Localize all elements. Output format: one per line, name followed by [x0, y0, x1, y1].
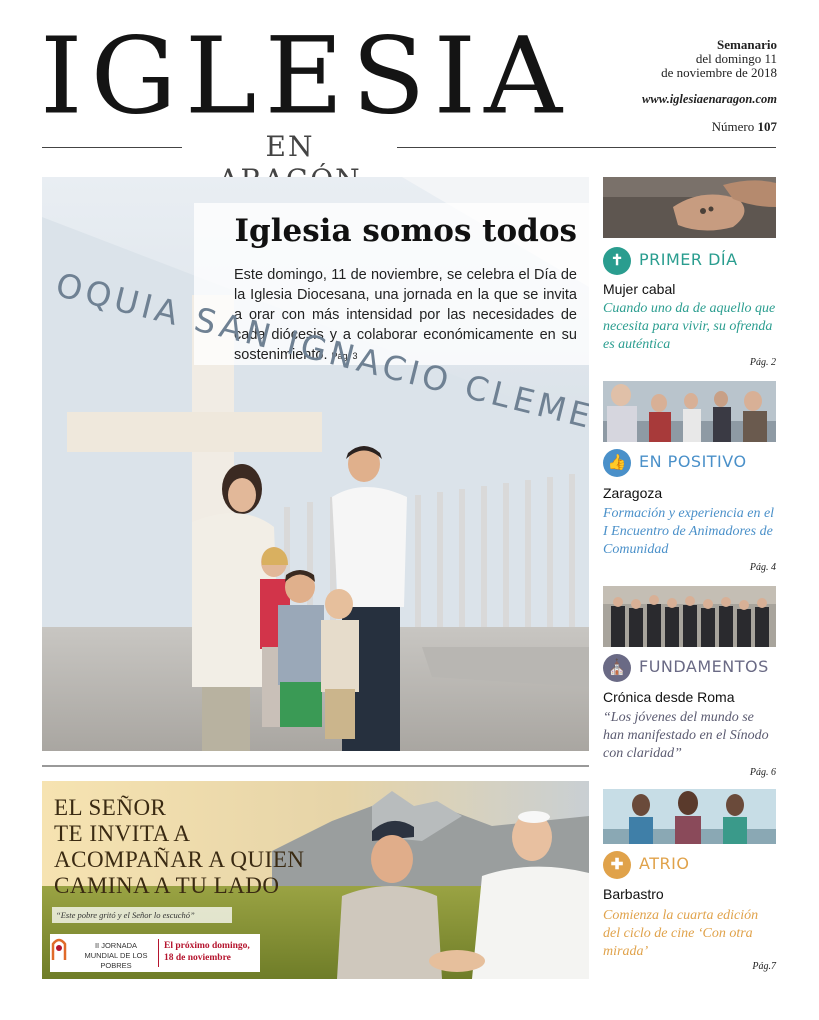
- thumbs-up-icon: 👍: [603, 449, 631, 477]
- fundamentos-headline[interactable]: “Los jóvenes del mundo se han manifestado en el Sínodo con claridad”: [603, 710, 769, 761]
- masthead-divider-right: [397, 147, 776, 148]
- meeting-photo-illustration: [603, 381, 776, 442]
- ad-headline-line: TE INVITA A: [54, 821, 191, 846]
- section-divider: [42, 765, 589, 767]
- jornada-logo-icon: [50, 934, 68, 962]
- book-cross-icon: ✝: [603, 247, 631, 275]
- main-story-photo[interactable]: [42, 177, 589, 751]
- sidebar-section-fundamentos[interactable]: [603, 586, 776, 786]
- fundamentos-page: Pág. 6: [749, 767, 776, 778]
- main-story-textbox: [194, 203, 589, 365]
- issue-number-value: 107: [757, 119, 777, 134]
- issue-number: [577, 120, 777, 134]
- cross-frame-icon: ✚: [603, 851, 631, 879]
- ad-headline-line: ACOMPAÑAR A QUIEN: [54, 847, 305, 872]
- issue-number-label: Número: [711, 119, 755, 134]
- ad-jornada-text: II JORNADA MUNDIAL DE LOS POBRES: [84, 941, 148, 970]
- fundamentos-thumbnail: [603, 586, 776, 647]
- masthead-subtitle-row: [42, 130, 776, 162]
- group-photo-illustration: [603, 586, 776, 647]
- ad-headline: [54, 795, 354, 899]
- main-story-page-ref: Pág. 3: [331, 351, 358, 361]
- ad-headline-line: EL SEÑOR: [54, 795, 167, 820]
- masthead-divider-left: [42, 147, 182, 148]
- primer-dia-headline[interactable]: Cuando uno da de aquello que necesita para vivir, su ofrenda es auténtica: [603, 301, 776, 352]
- jornada-pobres-ad[interactable]: [42, 781, 589, 979]
- church-icon: ⛪: [603, 654, 631, 682]
- ad-headline-line: CAMINA A TU LADO: [54, 873, 280, 898]
- website-link[interactable]: www.iglesiaenaragon.com: [642, 92, 777, 106]
- en-positivo-page: Pág. 4: [749, 562, 776, 573]
- masthead-title: IGLESIA: [40, 15, 571, 138]
- en-positivo-headline[interactable]: Formación y experiencia en el I Encuentro de Animadores de Comunidad: [603, 506, 775, 557]
- hands-photo-illustration: [603, 177, 776, 238]
- sidebar-section-atrio[interactable]: [603, 789, 776, 989]
- atrio-headline[interactable]: Comienza la cuarta edición del ciclo de cine ‘Con otra mirada’: [603, 908, 759, 959]
- en-positivo-kicker: Zaragoza: [603, 485, 663, 501]
- atrio-kicker: Barbastro: [603, 886, 664, 902]
- main-story-body: [234, 265, 577, 366]
- primer-dia-page: Pág. 2: [749, 357, 776, 368]
- sidebar-section-primer-dia[interactable]: [603, 177, 776, 387]
- en-positivo-label: EN POSITIVO: [639, 452, 747, 471]
- atrio-thumbnail: [603, 789, 776, 844]
- issue-info: [577, 38, 777, 134]
- en-positivo-header: [603, 449, 776, 479]
- ad-footer: [50, 934, 260, 972]
- en-positivo-thumbnail: [603, 381, 776, 442]
- film-poster-illustration: [603, 789, 776, 844]
- atrio-header: [603, 851, 776, 881]
- primer-dia-kicker: Mujer cabal: [603, 281, 676, 297]
- issue-date-line1: del domingo 11: [695, 51, 777, 66]
- issue-date-line2: de noviembre de 2018: [661, 65, 777, 80]
- atrio-label: ATRIO: [639, 854, 690, 873]
- main-story-title[interactable]: Iglesia somos todos: [234, 213, 577, 249]
- fundamentos-kicker: Crónica desde Roma: [603, 689, 735, 705]
- ad-quote: “Este pobre gritó y el Señor lo escuchó”: [52, 907, 232, 923]
- fundamentos-label: FUNDAMENTOS: [639, 657, 769, 676]
- ad-footer-divider: [158, 939, 159, 967]
- masthead-subtitle: EN: [265, 130, 315, 163]
- fundamentos-header: [603, 654, 776, 684]
- primer-dia-header: [603, 247, 776, 277]
- ad-date-text: El próximo domingo, 18 de noviembre: [164, 941, 250, 963]
- primer-dia-label: PRIMER DÍA: [639, 250, 738, 269]
- primer-dia-thumbnail: [603, 177, 776, 238]
- main-story-text: Este domingo, 11 de noviembre, se celebra el Día de la Iglesia Diocesana, una jornada en la que se invita a orar con más intensidad por las necesidades de cada diócesis y a colaborar económicamente en su sostenimiento.: [234, 267, 577, 363]
- weekly-label: Semanario: [717, 37, 777, 52]
- sidebar-section-en-positivo[interactable]: [603, 381, 776, 581]
- atrio-page: Pág.7: [752, 961, 776, 972]
